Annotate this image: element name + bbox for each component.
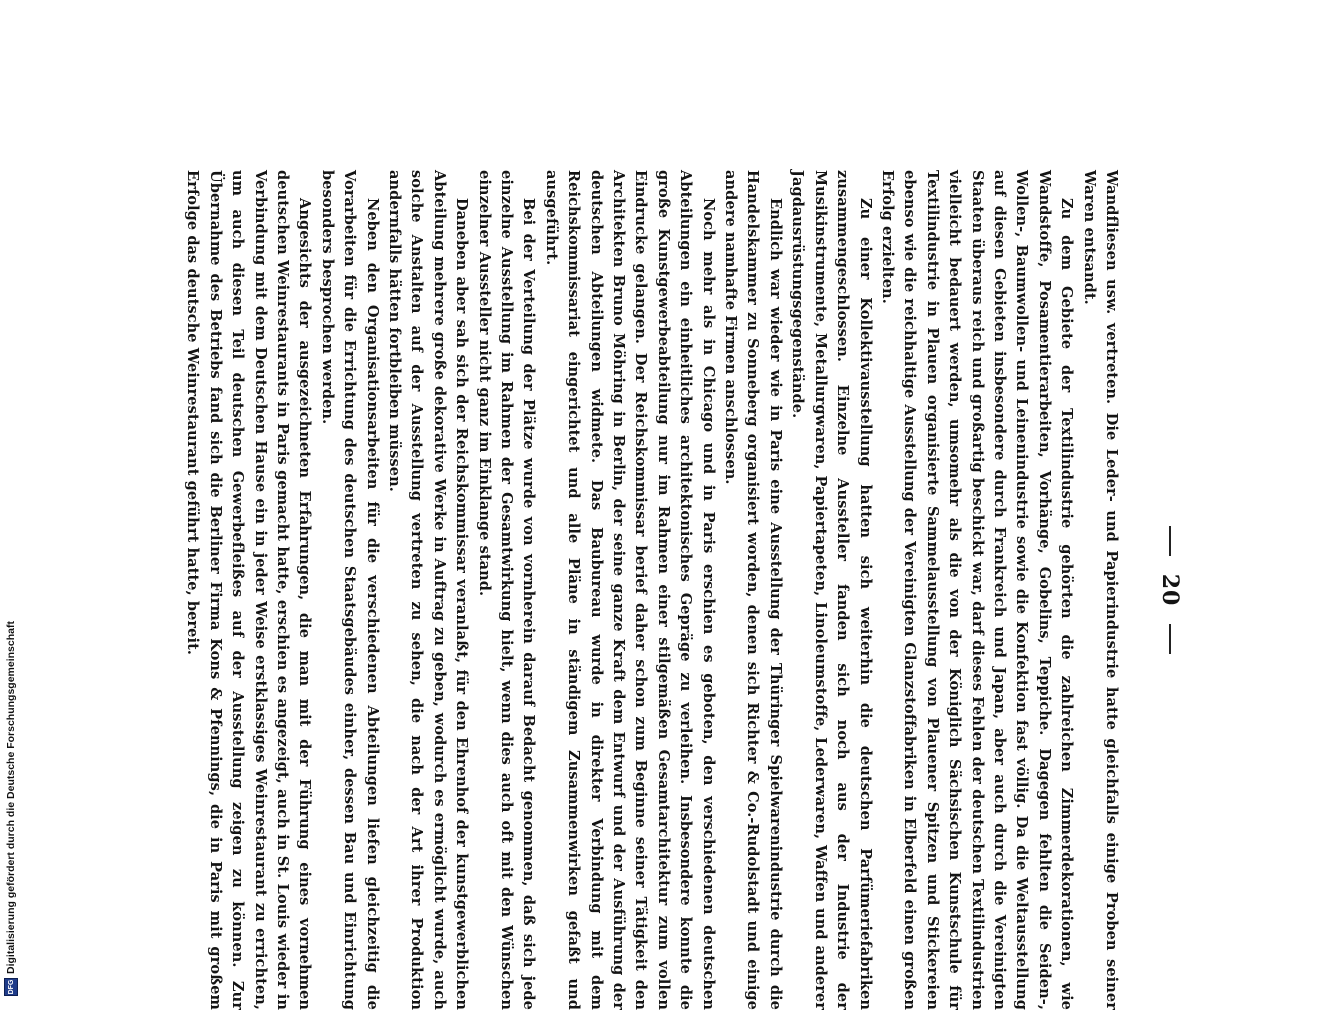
digitization-footer xyxy=(0,0,18,1000)
footer-credit: Digitalisierung gefördert durch die Deutsche Forschungsgemeinschaft xyxy=(5,621,17,974)
footer-strip xyxy=(4,6,18,996)
header-rule-right xyxy=(1169,624,1171,654)
paragraph: Wandfliesen usw. vertreten. Die Leder- und Papierindustrie hatte gleichfalls einige Proben seiner Waren entsandt. xyxy=(1080,170,1120,1010)
page-header xyxy=(1150,170,1190,1010)
paragraph: Zu einer Kollektivausstellung hatten sich weiterhin die deutschen Parfümeriefabriken zusammengeschlossen. Einzelne Aussteller fanden sich noch aus der Industrie der Musikinstrumente, Metallurgwaren, Papiertapeten, Linoleumstoffe, Lederwaren, Waffen und anderer Jagdausrüstungsgegenstände. xyxy=(789,170,874,1010)
paragraph: Daneben aber sah sich der Reichskommissar veranlaßt, für den Ehrenhof der kunstgewerblichen Abteilung mehrere große dekorative Werke in Auftrag zu geben, wodurch es ermöglicht wurde, auch solche Anstalten auf der Ausstellung vertreten zu sehen, die nach der Art ihrer Produktion andernfalls hätten fortbleiben müssen. xyxy=(386,170,471,1010)
paragraph: Zu dem Gebiete der Textilindustrie gehörten die zahlreichen Zimmerdekorationen, wie Wandstoffe, Posamentierarbeiten, Vorhänge, Gobelins, Teppiche. Dagegen fehlten die Seiden-, Wollen-, Baumwollen- und Leinenindustrie sowie die Konfektion fast völlig. Da die Weltausstellung auf diesen Gebieten insbesondere durch Frankreich und Japan, aber auch durch die Vereinigten Staaten überaus reich und großartig beschickt war, darf dieses Fehlen der deutschen Textilindustrien vielleicht bedauert werden, umsomehr als die von der Königlich Sächsischen Kunstschule für Textilindustrie in Plauen organisierte Sammelausstellung von Plauener Spitzen und Stickereien ebenso wie die reichhaltige Ausstellung der Vereinigten Glanzstoffabriken in Elberfeld einen großen Erfolg erzielten. xyxy=(878,170,1076,1010)
header-rule-left xyxy=(1169,526,1171,556)
paragraph: Angesichts der ausgezeichneten Erfahrungen, die man mit der Führung eines vornehmen deutschen Weinrestaurants in Paris gemacht hatte, erschien es angezeigt, auch in St. Louis wieder in Verbindung mit dem Deutschen Hause ein in jeder Weise erstklassiges Weinrestaurant zu errichten, um auch diesen Teil deutschen Gewerbefleißes auf der Ausstellung zeigen zu können. Zur Übernahme des Betriebs fand sich die Berliner Firma Kons & Pfennings, die in Paris mit großem Erfolge das deutsche Weinrestaurant geführt hatte, bereit. xyxy=(184,170,314,1010)
page-body xyxy=(181,170,1122,1010)
page-number: 20 xyxy=(1157,573,1183,607)
paragraph: Endlich war wieder wie in Paris eine Ausstellung der Thüringer Spielwarenindustrie durch die Handelskammer zu Sonneberg organisiert worden, denen sich Richter & Co.-Rudolstadt und einige andere namhafte Firmen anschlossen. xyxy=(722,170,784,1010)
dfg-logo-icon[interactable]: DFG xyxy=(4,978,18,996)
paragraph: Bei der Verteilung der Plätze wurde von vornherein darauf Bedacht genommen, daß sich jede einzelne Ausstellung im Rahmen der Gesamtwirkung hielt, wenn dies auch oft mit den Wünschen einzelner Aussteller nicht ganz im Einklange stand. xyxy=(475,170,538,1010)
paragraph: Noch mehr als in Chicago und in Paris erschien es geboten, den verschiedenen deutschen Abteilungen ein einheitliches architektonisches Gepräge zu verleihen. Insbesondere konnte die große Kunstgewerbeabteilung nur im Rahmen einer stilgemäßen Gesamtarchitektur zum vollen Eindrucke gelangen. Der Reichskommissar berief daher schon zum Beginne seiner Tätigkeit den Architekten Bruno Möhring in Berlin, der seine ganze Kraft dem Entwurf und der Ausführung der deutschen Abteilungen widmete. Das Baubureau wurde in direkter Verbindung mit dem Reichskommissariat eingerichtet und alle Pläne in ständigem Zusammenwirken gefaßt und ausgeführt. xyxy=(542,170,717,1010)
rotated-page xyxy=(120,170,1200,1010)
paragraph: Neben den Organisationsarbeiten für die verschiedenen Abteilungen liefen gleichzeitig die Vorarbeiten für die Errichtung des deutschen Staatsgebäudes einher, dessen Bau und Einrichtung besonders besprochen werden. xyxy=(318,170,381,1010)
